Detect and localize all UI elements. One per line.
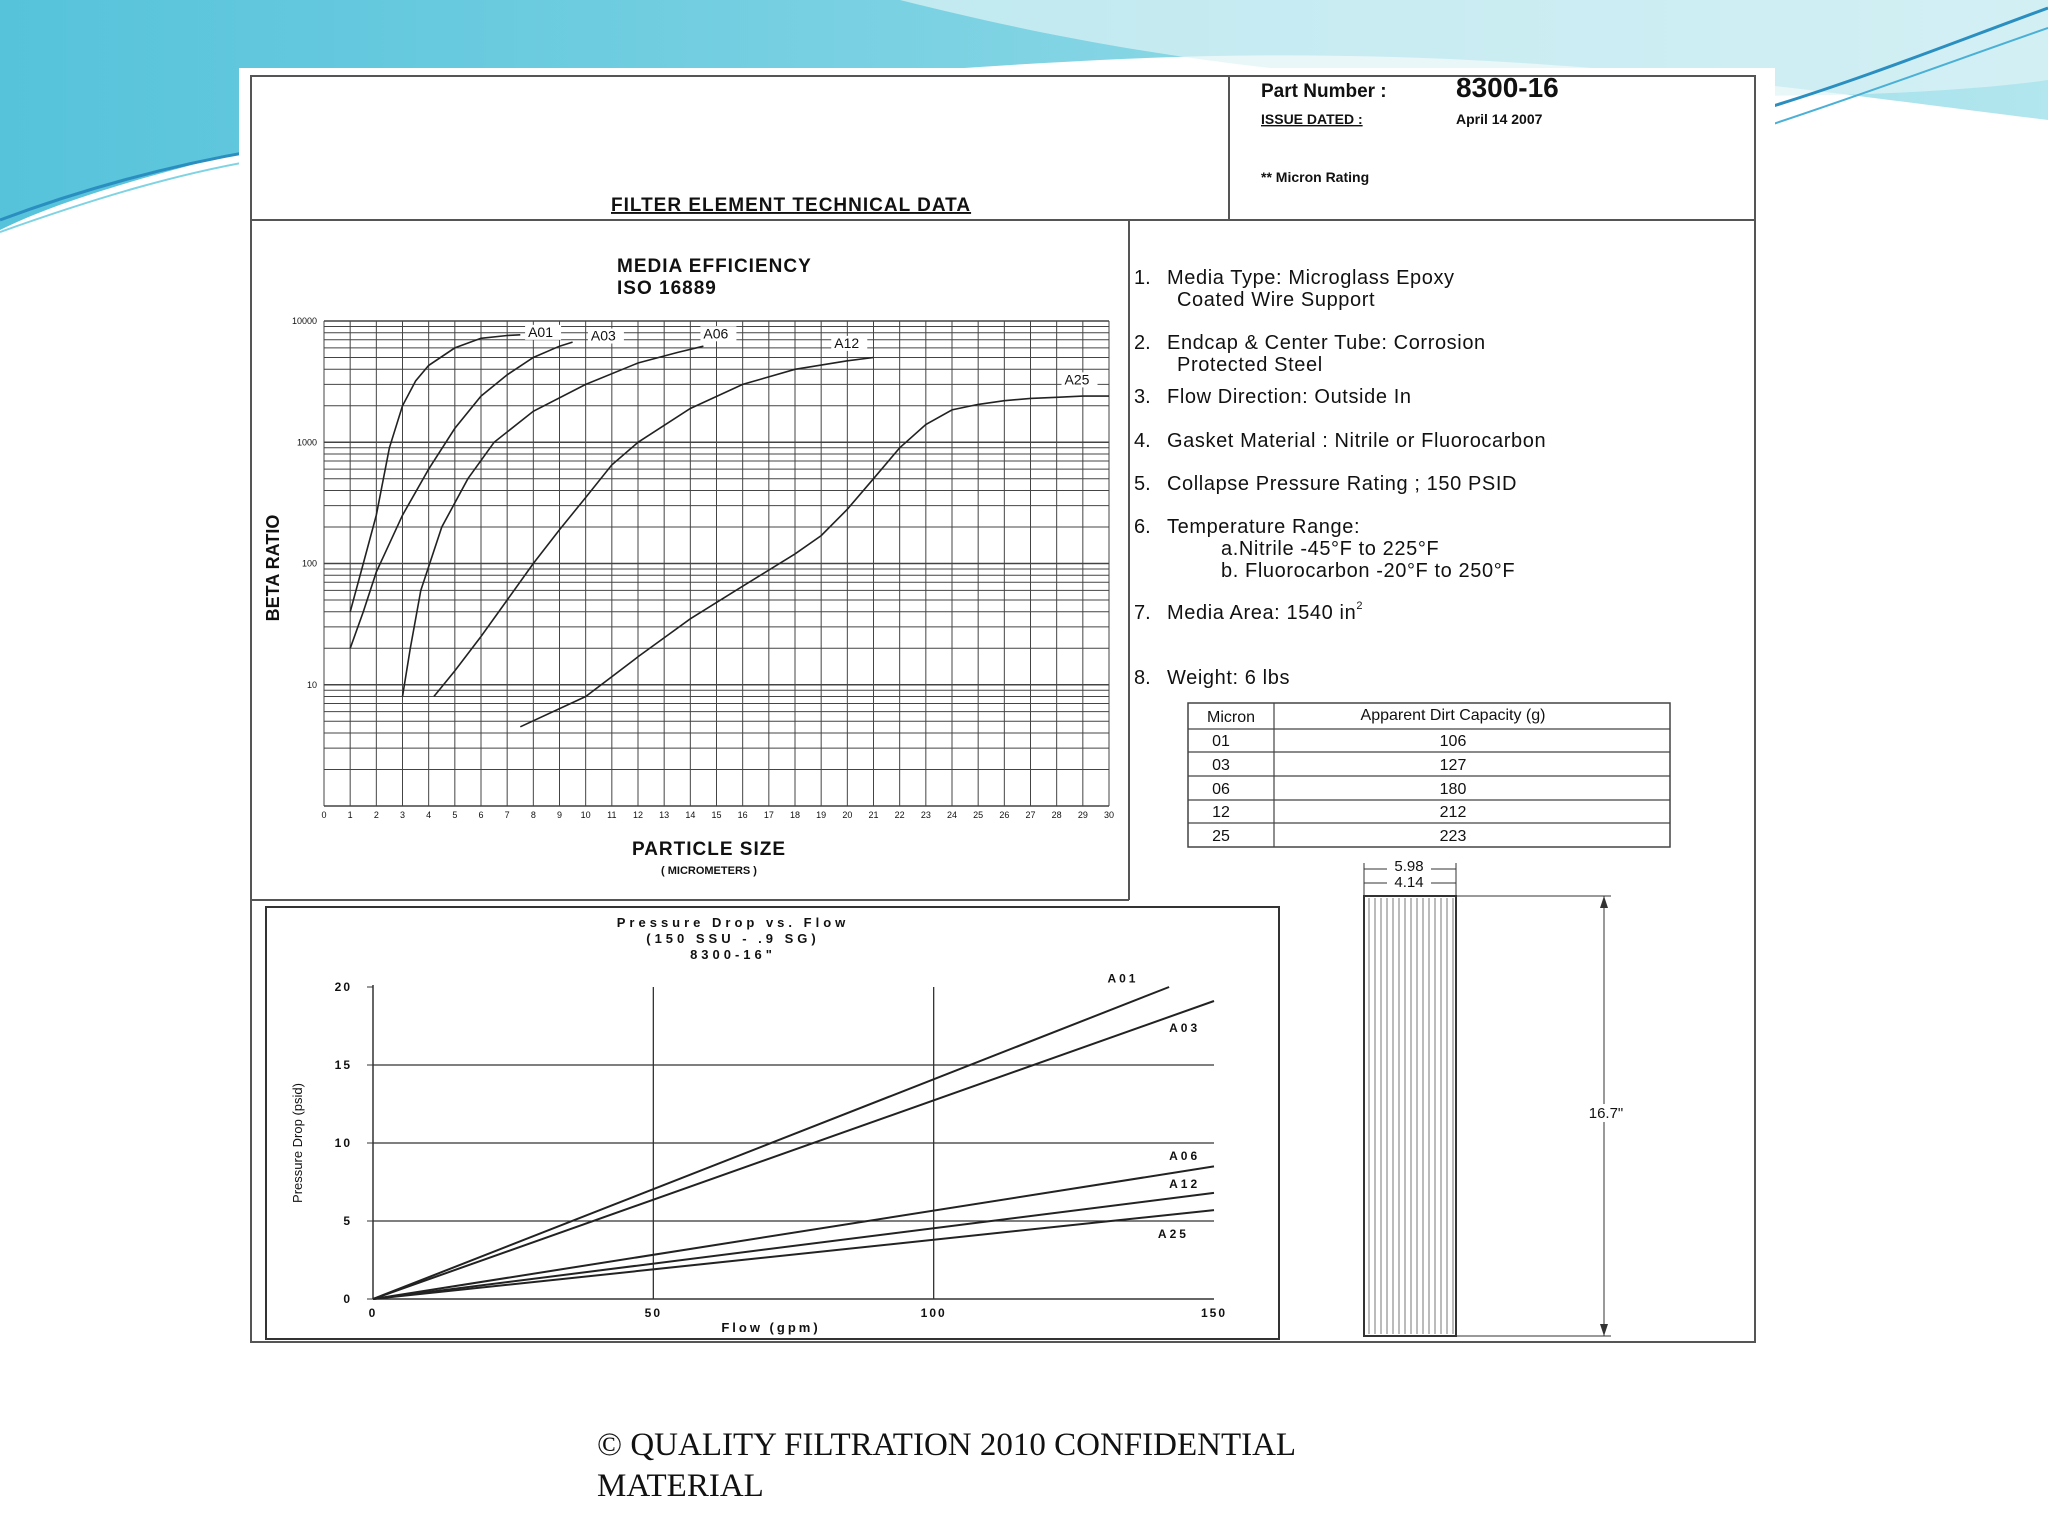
spec-number: 6.: [1134, 516, 1151, 538]
efficiency-x-tick-label: 5: [452, 810, 458, 820]
efficiency-series-a01: [350, 335, 520, 612]
efficiency-x-tick-label: 12: [632, 810, 644, 820]
efficiency-x-tick-label: 28: [1051, 810, 1062, 820]
efficiency-x-tick-label: 19: [816, 810, 827, 820]
confidentiality-footer: [597, 1425, 1497, 1507]
part-number: 8300-16: [1456, 72, 1559, 103]
spec-number: 5.: [1134, 473, 1151, 495]
spec-line: a.Nitrile -45°F to 225°F: [1221, 538, 1440, 560]
efficiency-y-axis-label: BETA RATIO: [263, 514, 283, 622]
efficiency-y-tick-label: 100: [301, 558, 317, 569]
spec-number: 7.: [1134, 602, 1151, 624]
pressure-x-tick-label: 50: [644, 1306, 663, 1320]
pressure-x-tick-label: 150: [1200, 1306, 1228, 1320]
pressure-y-axis-label: Pressure Drop (psid): [290, 1083, 305, 1203]
efficiency-chart-title: MEDIA EFFICIENCY: [617, 256, 812, 277]
issue-date: April 14 2007: [1456, 111, 1543, 127]
pressure-series: [373, 971, 1214, 1299]
efficiency-series-label: A12: [834, 334, 860, 351]
efficiency-x-tick-label: 18: [789, 810, 801, 820]
efficiency-x-tick-label: 10: [580, 810, 591, 820]
efficiency-x-tick-label: 21: [868, 810, 879, 820]
efficiency-x-tick-label: 8: [530, 810, 536, 820]
efficiency-y-tick-label: 1000: [296, 437, 317, 448]
pressure-y-tick-label: 20: [334, 980, 352, 994]
length-label: 16.7": [1588, 1105, 1624, 1122]
spec-line: Collapse Pressure Rating ; 150 PSID: [1167, 473, 1518, 495]
pressure-series-label: A12: [1169, 1177, 1201, 1192]
pressure-series-label: A01: [1107, 971, 1139, 986]
pressure-ticks: [335, 980, 1227, 1320]
pressure-chart-part: 8300-16": [690, 947, 776, 962]
footer-line-1: © QUALITY FILTRATION 2010 CONFIDENTIAL: [597, 1427, 1297, 1463]
efficiency-grid: [324, 321, 1109, 806]
efficiency-series-label: A06: [703, 325, 729, 342]
pressure-x-tick-label: 100: [920, 1306, 947, 1320]
media-efficiency-chart: [263, 256, 1114, 877]
spec-line: Flow Direction: Outside In: [1167, 386, 1412, 408]
spec-line: Media Type: Microglass Epoxy: [1167, 267, 1455, 289]
spec-number: 2.: [1134, 332, 1151, 354]
efficiency-series-label: A01: [528, 323, 554, 340]
efficiency-x-tick-label: 27: [1025, 810, 1036, 820]
efficiency-x-tick-label: 0: [321, 810, 327, 820]
efficiency-x-tick-label: 9: [556, 810, 563, 820]
table-cell-capacity: 223: [1439, 828, 1467, 845]
efficiency-x-tick-label: 23: [920, 810, 931, 820]
outer-diameter-label: 5.98: [1394, 858, 1424, 875]
part-number-label: Part Number :: [1261, 81, 1387, 102]
efficiency-x-tick-label: 25: [973, 810, 984, 820]
table-cell-capacity: 106: [1439, 733, 1467, 750]
efficiency-x-tick-label: 11: [607, 810, 617, 820]
efficiency-x-axis-sublabel: ( MICROMETERS ): [661, 865, 757, 877]
table-cell-capacity: 127: [1439, 757, 1467, 774]
efficiency-x-tick-label: 6: [478, 810, 484, 820]
spec-number: 8.: [1134, 667, 1151, 689]
spec-line: Coated Wire Support: [1177, 289, 1376, 311]
pressure-chart-title: Pressure Drop vs. Flow: [616, 915, 850, 930]
filter-element-body: [1364, 896, 1456, 1336]
efficiency-series-a25: [520, 396, 1109, 727]
specifications-list: [1134, 267, 1546, 689]
efficiency-series-a06: [403, 346, 704, 696]
spec-number: 4.: [1134, 430, 1151, 452]
spec-line: Gasket Material : Nitrile or Fluorocarbon: [1167, 430, 1547, 452]
efficiency-x-tick-label: 30: [1103, 810, 1115, 820]
table-cell-micron: 12: [1212, 804, 1230, 821]
efficiency-x-ticks: [321, 810, 1114, 820]
element-dimension-drawing: [1364, 858, 1629, 1336]
efficiency-x-tick-label: 29: [1077, 810, 1088, 820]
spec-line: Endcap & Center Tube: Corrosion: [1167, 332, 1486, 354]
spec-line: b. Fluorocarbon -20°F to 250°F: [1221, 560, 1516, 582]
efficiency-x-tick-label: 15: [711, 810, 722, 820]
efficiency-x-tick-label: 26: [999, 810, 1010, 820]
pressure-series-a12: [373, 1193, 1214, 1299]
pressure-y-tick-label: 0: [343, 1292, 352, 1306]
spec-line: Temperature Range:: [1167, 516, 1361, 538]
table-cell-micron: 06: [1212, 781, 1230, 798]
efficiency-x-tick-label: 20: [842, 810, 853, 820]
efficiency-series-label: A25: [1064, 371, 1090, 388]
spec-line: Weight: 6 lbs: [1167, 667, 1291, 689]
efficiency-x-tick-label: 14: [685, 810, 696, 820]
technical-data-sheet: [239, 68, 1775, 1380]
efficiency-x-tick-label: 24: [946, 810, 958, 820]
table-header-capacity: Apparent Dirt Capacity (g): [1360, 707, 1546, 724]
efficiency-series-label: A03: [590, 327, 616, 344]
issue-dated-label: ISSUE DATED :: [1261, 111, 1363, 127]
dirt-capacity-table: [1188, 703, 1670, 847]
table-cell-micron: 01: [1212, 733, 1230, 750]
efficiency-x-tick-label: 22: [894, 810, 905, 820]
pressure-x-tick-label: 0: [368, 1306, 378, 1320]
spec-number: 1.: [1134, 267, 1151, 289]
spec-number: 3.: [1134, 386, 1151, 408]
pressure-y-tick-label: 5: [343, 1214, 352, 1228]
spec-line: Media Area: 1540 $in^2$: [1167, 600, 1364, 624]
sheet-title: FILTER ELEMENT TECHNICAL DATA: [611, 195, 972, 216]
micron-rating-note: ** Micron Rating: [1261, 169, 1370, 185]
pressure-drop-chart: [266, 907, 1279, 1339]
efficiency-x-tick-label: 2: [373, 810, 379, 820]
pressure-x-axis-label: Flow (gpm): [721, 1320, 821, 1335]
spec-superscript: 2: [1356, 600, 1364, 612]
table-cell-capacity: 212: [1439, 804, 1467, 821]
efficiency-chart-subtitle: ISO 16889: [617, 278, 717, 299]
pressure-series-label: A25: [1157, 1227, 1189, 1242]
pressure-series-label: A03: [1169, 1021, 1201, 1036]
pressure-y-tick-label: 10: [334, 1136, 352, 1150]
efficiency-x-tick-label: 3: [399, 810, 406, 820]
pressure-chart-subtitle: (150 SSU - .9 SG): [646, 931, 820, 946]
table-cell-micron: 03: [1212, 757, 1230, 774]
efficiency-y-tick-label: 10: [306, 679, 317, 690]
pressure-series-a06: [373, 1166, 1214, 1299]
table-cell-capacity: 180: [1439, 781, 1467, 798]
footer-line-2: MATERIAL: [597, 1468, 764, 1504]
pressure-series-label: A06: [1169, 1149, 1201, 1164]
inner-diameter-label: 4.14: [1394, 874, 1424, 891]
filter-pleats: [1369, 898, 1453, 1334]
efficiency-x-tick-label: 7: [504, 810, 510, 820]
efficiency-y-ticks: [292, 316, 317, 690]
efficiency-x-tick-label: 1: [347, 810, 353, 820]
table-cell-micron: 25: [1212, 828, 1230, 845]
spec-line: Protected Steel: [1177, 354, 1323, 376]
efficiency-y-tick-label: 10000: [291, 316, 317, 326]
pressure-grid: [373, 985, 1214, 1299]
efficiency-x-tick-label: 17: [763, 810, 774, 820]
table-header-micron: Micron: [1206, 709, 1256, 726]
efficiency-x-tick-label: 13: [659, 810, 670, 820]
efficiency-x-tick-label: 16: [737, 810, 748, 820]
efficiency-series-a03: [350, 342, 572, 648]
efficiency-x-tick-label: 4: [426, 810, 432, 820]
pressure-y-tick-label: 15: [334, 1058, 352, 1072]
efficiency-x-axis-label: PARTICLE SIZE: [631, 839, 787, 860]
